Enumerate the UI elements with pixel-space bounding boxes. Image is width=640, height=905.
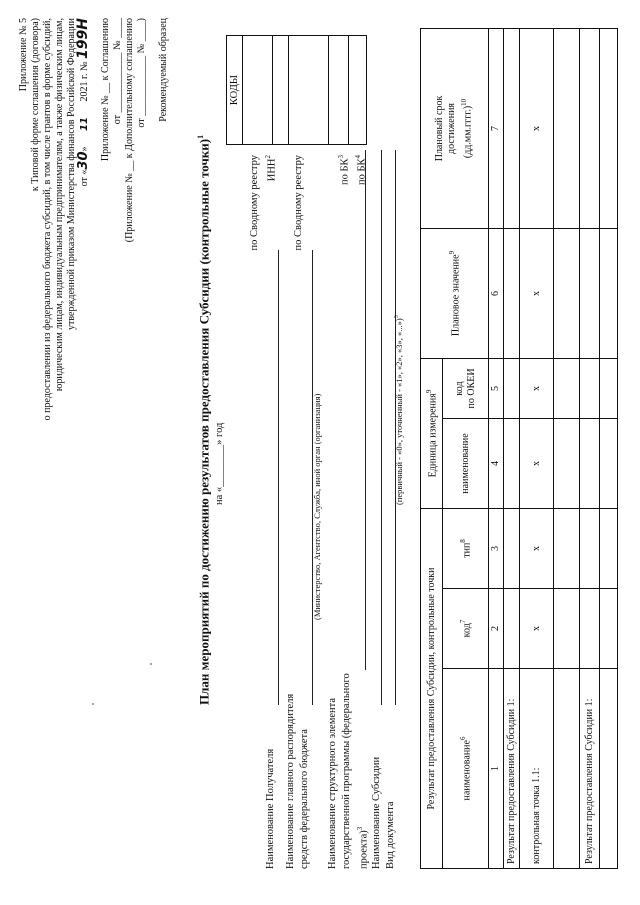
checkpoint-1-1-code: x	[520, 589, 554, 669]
checkpoint-1-1-term: x	[520, 28, 554, 228]
header-line-4: утвержденной приказом Министерства финансов Российской Федерации	[66, 18, 77, 331]
table-number-row	[489, 28, 504, 868]
bk-label-1: по $БК^3$	[337, 155, 351, 186]
header-plan: Плановое значение$^9$	[421, 228, 489, 358]
result-1-plan	[504, 228, 520, 358]
struct-label-3: проекта)$^3$	[356, 826, 370, 869]
header-unit-okei: код по ОКЕИ	[443, 358, 489, 418]
bk-label-2: по $БК^4$	[354, 155, 368, 186]
table-row	[520, 28, 554, 868]
table-row	[554, 28, 580, 868]
codes-cell-1	[243, 36, 273, 145]
codes-cell-3	[289, 36, 329, 145]
svod-reestr-1: по Сводному реестру	[249, 155, 260, 251]
table-row	[600, 28, 618, 868]
codes-cell-2	[273, 36, 289, 145]
ministry-note: (Министерство, Агентство, Служба, иной орган (организация)	[312, 393, 322, 620]
col-num-2: 2	[489, 589, 504, 669]
annex-to-agreement: Приложение № __ к Соглашению	[100, 18, 111, 162]
col-num-1: 1	[489, 669, 504, 869]
col-num-5: 5	[489, 358, 504, 418]
result-1-code	[504, 589, 520, 669]
header-name: наименование$^6$	[443, 669, 489, 869]
struct-label-1: Наименование структурного элемента	[327, 698, 338, 869]
plan-table	[420, 28, 618, 869]
checkpoint-1-1-okei: x	[520, 358, 554, 418]
table-row	[504, 28, 520, 868]
page-title: План мероприятий по достижению результатов предоставления Субсидии (контрольные точки)$^1$	[196, 134, 212, 705]
result-1-okei	[504, 358, 520, 418]
scan-speck	[92, 703, 94, 705]
subsidy-line	[381, 150, 382, 705]
table-header-row-1	[421, 28, 443, 868]
recipient-line	[278, 250, 279, 705]
checkpoint-1-1-unit-name: x	[520, 418, 554, 508]
codes-cell-4	[329, 36, 349, 145]
order-day: 30	[76, 151, 91, 170]
scan-speck	[150, 663, 152, 665]
result-1-type	[504, 508, 520, 588]
order-date-line: от «30» 11 2021 г. № 199Н	[75, 18, 91, 187]
codes-header: КОДЫ	[227, 36, 243, 145]
checkpoint-1-1-plan: x	[520, 228, 554, 358]
svod-reestr-2: по Сводному реестру	[293, 155, 304, 251]
subsidy-label: Наименование Субсидии	[371, 756, 382, 869]
manager-line	[312, 250, 313, 705]
checkpoint-1-1-name: контрольная точка 1.1:	[520, 669, 554, 869]
header-line-3: юридическим лицам, индивидуальным предпринимателям, а также физическим лицам,	[54, 18, 65, 392]
header-type: тип$^8$	[443, 508, 489, 588]
recommended-sample: Рекомендуемый образец	[158, 18, 169, 122]
title-year: на «________» год	[214, 422, 225, 505]
order-month: 11	[79, 117, 90, 131]
header-unit: Единица измерения$^9$	[421, 358, 443, 508]
col-num-6: 6	[489, 228, 504, 358]
additional-from-no: от ____________ № ____)	[136, 18, 147, 128]
agreement-from-no: от ____________ № ____	[112, 18, 123, 125]
result-1b-name: Результат предоставления Субсидии 1:	[580, 669, 600, 869]
result-1-name: Результат предоставления Субсидии 1:	[504, 669, 520, 869]
codes-table	[226, 35, 367, 145]
result-1-unit-name	[504, 418, 520, 508]
header-line-2: о предоставлении из федерального бюджета субсидий, в том числе грантов в форме субсидий,	[42, 18, 53, 421]
codes-cell-5	[349, 36, 367, 145]
header-unit-name: наименование	[443, 418, 489, 508]
doc-type-note: (первичный - «0», уточненный - «1», «2», «3», «...»)$^5$	[394, 315, 404, 505]
struct-line	[365, 150, 366, 670]
order-number: 199Н	[75, 18, 91, 59]
header-term: Плановый срок достижения (дд.мм.гггг.)$^{10}$	[421, 28, 489, 228]
annex-to-additional: (Приложение № __ к Дополнительному соглашению	[124, 18, 135, 243]
empty-row-name	[554, 669, 580, 869]
header-code: код$^7$	[443, 589, 489, 669]
col-num-7: 7	[489, 28, 504, 228]
inn-label: ИНН$^2$	[264, 155, 278, 182]
struct-label-2: государственной программы (федерального	[341, 673, 352, 869]
manager-label-2: средств федерального бюджета	[299, 729, 310, 869]
col-num-3: 3	[489, 508, 504, 588]
col-num-4: 4	[489, 418, 504, 508]
doc-type-line	[395, 150, 396, 705]
doc-type-label: Вид документа	[385, 801, 396, 869]
recipient-label: Наименование Получателя	[265, 748, 276, 869]
appendix-number: Приложение № 5	[18, 18, 29, 92]
header-result: Результат предоставления Субсидии, контрольные точки	[421, 508, 443, 868]
header-line-1: к Типовой форме соглашения (договора)	[30, 18, 41, 192]
manager-label-1: Наименование главного распорядителя	[285, 693, 296, 869]
table-row	[580, 28, 600, 868]
checkpoint-1-1-type: x	[520, 508, 554, 588]
result-1-term	[504, 28, 520, 228]
